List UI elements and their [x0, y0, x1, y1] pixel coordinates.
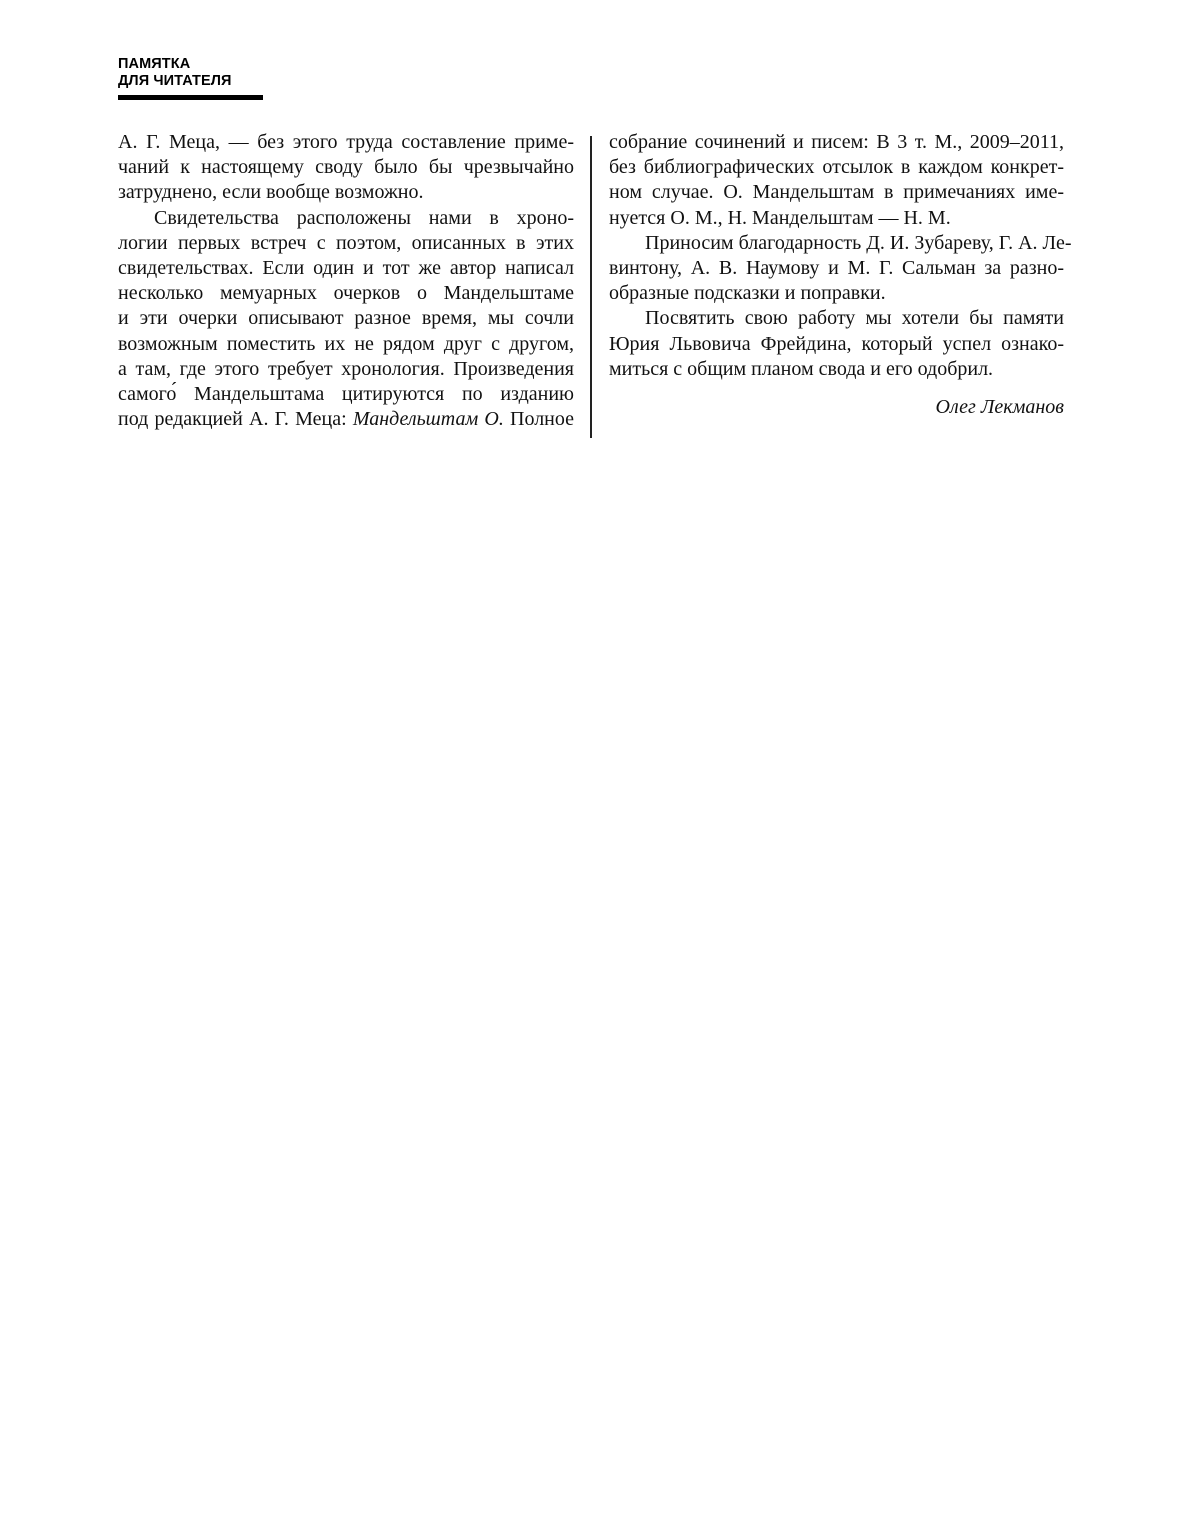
- paragraph-right-1: [609, 130, 1064, 231]
- text-line: самого́ Мандельштама цитируются по изданию: [118, 383, 574, 406]
- text-line: а там, где этого требует хронология. Произведения: [118, 357, 574, 380]
- text-line: логии первых встреч с поэтом, описанных в этих: [118, 231, 574, 254]
- text-line: винтону, А. В. Наумову и М. Г. Сальман за разно-: [609, 257, 1064, 280]
- text-line: миться с общим планом свода и его одобрил.: [609, 357, 994, 380]
- text-line: Юрия Львовича Фрейдина, который успел ознако-: [609, 332, 1064, 355]
- header-rule: [118, 95, 263, 100]
- text-line: Свидетельства расположены нами в хроно-: [154, 206, 574, 229]
- text-line: Приносим благодарность Д. И. Зубареву, Г. А. Ле-: [645, 231, 1072, 254]
- text-line: нуется О. М., Н. Мандельштам — Н. М.: [609, 206, 951, 229]
- text-line: без библиографических отсылок в каждом конкрет-: [609, 156, 1064, 179]
- left-column: [118, 130, 574, 432]
- text-fragment: под редакцией А. Г. Меца:: [118, 408, 353, 431]
- column-divider: [590, 136, 592, 438]
- citation-author-italic: Мандельштам О.: [352, 408, 504, 431]
- right-column: [609, 130, 1072, 420]
- text-line: чаний к настоящему своду было бы чрезвычайно: [118, 156, 574, 179]
- author-signature: Олег Лекманов: [935, 396, 1064, 419]
- text-line: собрание сочинений и писем: В 3 т. М., 2009–2011,: [609, 131, 1064, 153]
- header-line-1: ПАМЯТКА: [118, 56, 191, 72]
- text-line: образные подсказки и поправки.: [609, 282, 886, 305]
- text-line: возможным поместить их не рядом друг с другом,: [118, 332, 574, 355]
- text-line: затруднено, если вообще возможно.: [118, 181, 424, 204]
- running-header: [118, 56, 263, 100]
- paragraph-right-3: [609, 306, 1064, 382]
- text-line: свидетельствах. Если один и тот же автор написал: [118, 257, 574, 280]
- text-line: ном случае. О. Мандельштам в примечаниях име-: [609, 181, 1064, 204]
- header-line-2: ДЛЯ ЧИТАТЕЛЯ: [118, 73, 232, 89]
- text-line: и эти очерки описывают разное время, мы сочли: [118, 307, 574, 330]
- text-line-with-citation: [118, 407, 574, 432]
- text-fragment: Полное: [503, 408, 574, 431]
- text-line: несколько мемуарных очерков о Мандельштаме: [118, 282, 574, 305]
- paragraph-left-1: [118, 130, 574, 206]
- text-line: А. Г. Меца, — без этого труда составление приме-: [118, 131, 574, 153]
- paragraph-left-2: [118, 206, 574, 433]
- text-line: Посвятить свою работу мы хотели бы памяти: [645, 307, 1064, 330]
- paragraph-right-2: [609, 231, 1072, 307]
